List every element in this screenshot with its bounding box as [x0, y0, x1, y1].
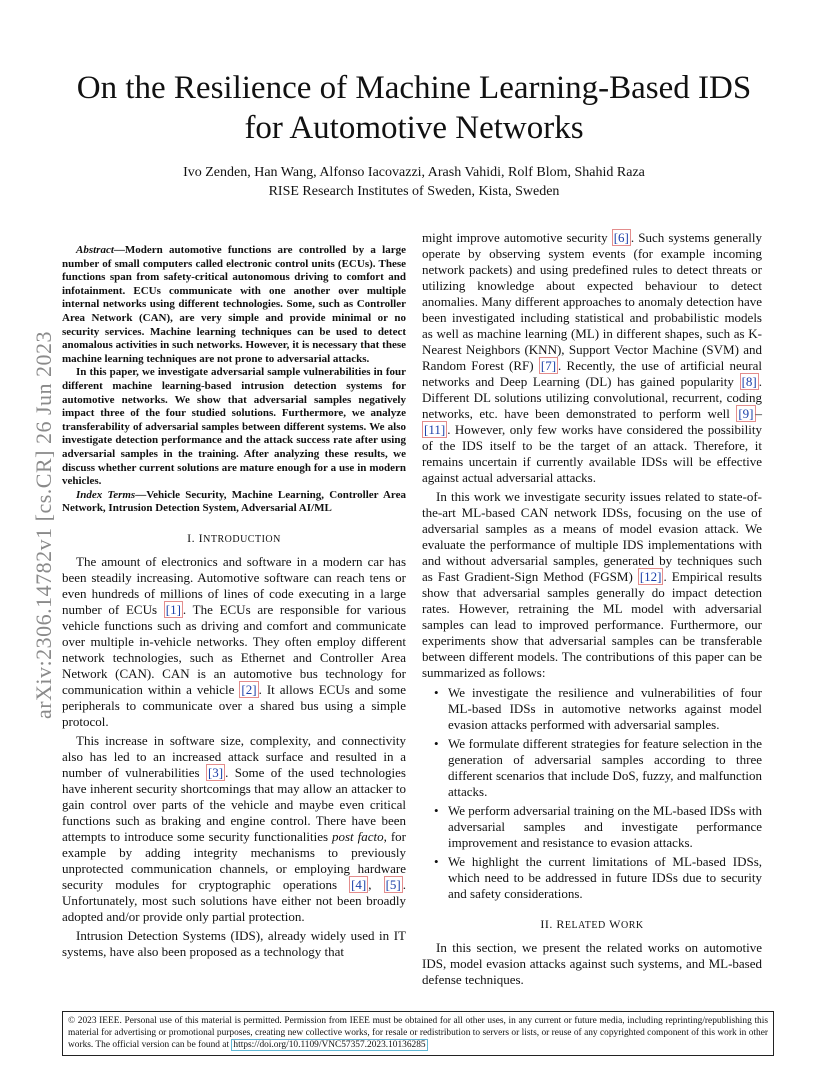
- left-column: [62, 244, 406, 963]
- citation-link[interactable]: [5]: [385, 876, 401, 892]
- author-list: Ivo Zenden, Han Wang, Alfonso Iacovazzi, Arash Vahidi, Rolf Blom, Shahid Raza: [183, 165, 645, 180]
- doi-link[interactable]: https://doi.org/10.1109/VNC57357.2023.10136285: [233, 1040, 426, 1051]
- abstract-label: Abstract: [76, 244, 114, 256]
- citation-link[interactable]: [7]: [540, 358, 557, 373]
- arxiv-id: arXiv:2306.14782v1 [cs.CR] 26 Jun 2023: [31, 330, 56, 720]
- intro-paragraph-3: Intrusion Detection Systems (IDS), already widely used in IT systems, have also been proposed as a technology that: [62, 927, 406, 959]
- list-item: • We perform adversarial training on the ML-based IDSs with adversarial samples and investigate performance improvement and resistance to evasion attacks.: [448, 803, 762, 851]
- intro-paragraph-1: The amount of electronics and software in a modern car has been steadily increasing. Automotive software can reach tens or even hundreds of millions of lines of code executing in a large number of ECUs [1] . The ECUs are responsible for various vehicle functions such as driving and comfort and communicate over multiple in-vehicle networks. They often employ different network technologies, such as Ethernet and Controller Area Network (CAN). CAN is an automotive bus technology for communication within a vehicle [2] . It allows ECUs and some peripherals to communicate over a shared bus using a simple protocol.: [62, 553, 406, 729]
- copyright-notice: © 2023 IEEE. Personal use of this material is permitted. Permission from IEEE must be obtained for all other uses, in any current or future media, including reprinting/republishing this material for advertising or promotional purposes, creating new collective works, for resale or redistribution to servers or lists, or reuse of any copyrighted component of this work in other works. The official version can be found at https://doi.org/10.1109/VNC57357.2023.10136285: [62, 1011, 774, 1056]
- list-item: • We formulate different strategies for feature selection in the generation of adversarial samples according to three different scenarios that include DoS, fuzzy, and malfunction attacks.: [448, 736, 762, 800]
- citation-link[interactable]: [4]: [351, 876, 367, 892]
- right-paragraph-1: might improve automotive security [6] . Such systems generally operate by observing system events (for example incoming network packets) and using predefined rules to detect threats or utilizing knowledge about expected behaviour to detect anomalies. Many different approaches to anomaly detection have been investigated including statistical and probabilistic models as well as machine learning (ML) in different shapes, such as K-Nearest Neighbors (KNN), Support Vector Machine (SVM) and Random Forest (RF) [7] . Recently, the use of artificial neural networks and Deep Learning (DL) has gained popularity [8] . Different DL solutions utilizing convolutional, recurrent, coding networks, etc. have been demonstrated to perform well [9] –[11] . However, only few works have considered the possibility of the IDS itself to be the target of an attack. Therefore, it remains uncertain if currently available IDSs will be effective against actual adversarial attacks.: [422, 230, 762, 485]
- abstract: [62, 244, 406, 516]
- paper-title: On the Resilience of Machine Learning-Based IDS for Automotive Networks: [76, 70, 752, 146]
- arxiv-watermark: [22, 295, 66, 755]
- abstract-paragraph-1: Abstract—Modern automotive functions are controlled by a large number of small computers called electronic control units (ECUs). These functions span from safety-critical autonomous driving to comfort and infotainment. ECUs communicate with one another over multiple internal networks using different technologies. Some, such as Controller Area Network (CAN), are very simple and provide minimal or no security services. Machine learning techniques can be used to detect anomalous activities in such networks. However, it is necessary that these machine learning techniques are not prone to adversarial attacks.: [62, 244, 406, 365]
- index-terms: Index Terms—Vehicle Security, Machine Learning, Controller Area Network, Intrusion Detection System, Adversarial AI/ML: [62, 488, 406, 515]
- right-paragraph-2: In this work we investigate security issues related to state-of-the-art ML-based CAN network IDSs, focusing on the use of adversarial samples as a means of model evasion attack. We evaluate the performance of multiple IDS implementations with and without adversarial samples, generated by techniques such as Fast Gradient-Sign Method (FGSM) [12] . Empirical results show that adversarial samples generally do impact detection rates. However, retraining the ML model with adversarial samples can lead to improved performance. Furthermore, our experiments show that adversarial samples can be transferable between different models. The contributions of this paper can be summarized as follows:: [422, 489, 762, 680]
- citation-link[interactable]: [11]: [424, 422, 446, 437]
- right-column: [422, 230, 762, 991]
- index-terms-label: Index Terms: [76, 488, 136, 501]
- citation-link[interactable]: [2]: [241, 681, 257, 697]
- contributions-list: [422, 685, 762, 902]
- citation-link[interactable]: [6]: [613, 230, 629, 245]
- related-work-paragraph: In this section, we present the related works on automotive IDS, model evasion attacks against such systems, and ML-based defense techniques.: [422, 940, 762, 987]
- section-heading-introduction: I. INTRODUCTION: [187, 530, 281, 545]
- intro-paragraph-2: This increase in software size, complexity, and connectivity also has led to an increased attack surface and resulted in a number of vulnerabilities [3] . Some of the used technologies have inherent security shortcomings that may allow an attacker to gain control over parts of the vehicle and maybe even critical functions such as braking and engine control. There have been attempts to introduce some security functionalities post facto, for example by adding integrity mechanisms to previously unprotected communication channels, or employing hardware security modules for cryptographic operations [4] , [5] . Unfortunately, most such solutions have either not been broadly adopted and/or provide only partial protection.: [62, 732, 406, 924]
- author-block: [60, 163, 768, 201]
- abstract-paragraph-2: In this paper, we investigate adversarial sample vulnerabilities in four different machine learning-based intrusion detection systems for automotive networks. We show that adversarial samples negatively impact three of the four studied solutions. Furthermore, we analyze transferability of adversarial samples between different systems. We also investigate detection performance and the attack success rate after using adversarial samples in the training. After analyzing these results, we discuss whether current solutions are mature enough for a use in modern vehicles.: [62, 366, 406, 488]
- list-item: • We highlight the current limitations of ML-based IDSs, which need to be addressed in future IDSs due to security and safety considerations.: [448, 854, 762, 902]
- citation-link[interactable]: [1]: [165, 601, 181, 617]
- citation-link[interactable]: [12]: [639, 569, 662, 584]
- section-heading-related-work: II. RELATED WORK: [540, 917, 644, 931]
- citation-link[interactable]: [8]: [741, 374, 757, 389]
- citation-link[interactable]: [3]: [207, 764, 224, 780]
- introduction-body: [62, 554, 406, 960]
- affiliation: RISE Research Institutes of Sweden, Kista, Sweden: [268, 184, 560, 199]
- list-item: • We investigate the resilience and vulnerabilities of four ML-based IDSs in automotive networks against model evasion attacks performed with adversarial samples.: [448, 685, 762, 733]
- citation-link[interactable]: [9]: [738, 406, 754, 421]
